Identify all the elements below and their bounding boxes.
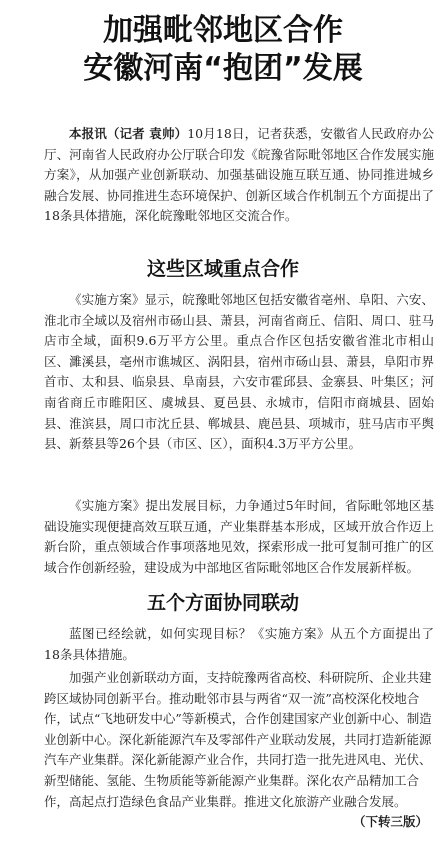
development-goals-paragraph: 《实施方案》提出发展目标，力争通过5年时间，省际毗邻地区基础设施实现便捷高效互联互通，产业集群基本形成，区域开放合作迈上新台阶，重点领域合作事项落地见效，探索形成一批可复制可推广的区域合作创新经验，建设成为中部地区省际毗邻地区合作发展新样板。 — [44, 498, 434, 575]
headline-line-1: 加强毗邻地区合作 — [103, 13, 343, 48]
measures-intro-paragraph: 蓝图已经绘就，如何实现目标？《实施方案》从五个方面提出了18条具体措施。 — [44, 626, 434, 662]
byline: 本报讯（记者 袁帅） — [69, 126, 188, 141]
section-heading-five-aspects: 五个方面协同联动 — [146, 592, 299, 614]
headline-line-2: 安徽河南“抱团”发展 — [83, 51, 363, 86]
industry-innovation-text: 加强产业创新联动方面，支持皖豫两省高校、科研院所、企业共建跨区域协同创新平台。推动毗邻市县与两省“双一流”高校深化校地合作，试点“飞地研发中心”等新模式，合作创建国家产业创新中心、制造业创新中心。深化新能源汽车及零部件产业联动发展，共同打造新能源汽车产业集群。深化新能源产业合作，共同打造一批先进风电、光伏、新型储能、氢能、生物质能等新能源产业集群。深化农产品精加工合作，高起点打造绿色食品产业集群。推进文化旅游产业融合发展。 — [44, 670, 432, 809]
intro-paragraph — [44, 124, 434, 227]
key-areas-paragraph: 《实施方案》显示，皖豫毗邻地区包括安徽省亳州、阜阳、六安、淮北市全域以及宿州市砀山县、萧县，河南省商丘、信阳、周口、驻马店市全域，面积9.6万平方公里。重点合作区包括安徽省淮北市相山区、濉溪县，亳州市谯城区、涡阳县，宿州市砀山县、萧县，阜阳市界首市、太和县、临泉县、阜南县，六安市霍邱县、金寨县、叶集区；河南省商丘市睢阳区、虞城县、夏邑县、永城市，信阳市商城县、固始县、淮滨县，周口市沈丘县、郸城县、鹿邑县、项城市，驻马店市平舆县、新蔡县等26个县（市区、区），面积4.3万平方公里。 — [44, 292, 434, 452]
section-heading-key-areas: 这些区域重点合作 — [146, 258, 299, 280]
continued-on-page-note: （下转三版） — [352, 814, 428, 830]
industry-innovation-paragraph — [44, 668, 434, 833]
intro-text: 10月18日，记者获悉，安徽省人民政府办公厅、河南省人民政府办公厅联合印发《皖豫省际毗邻地区合作发展实施方案》，从加强产业创新联动、加强基础设施互联互通、协同推进城乡融合发展、协同推进生态环境保护、创新区域合作机制五个方面提出了18条具体措施，深化皖豫毗邻地区交流合作。 — [44, 126, 435, 224]
